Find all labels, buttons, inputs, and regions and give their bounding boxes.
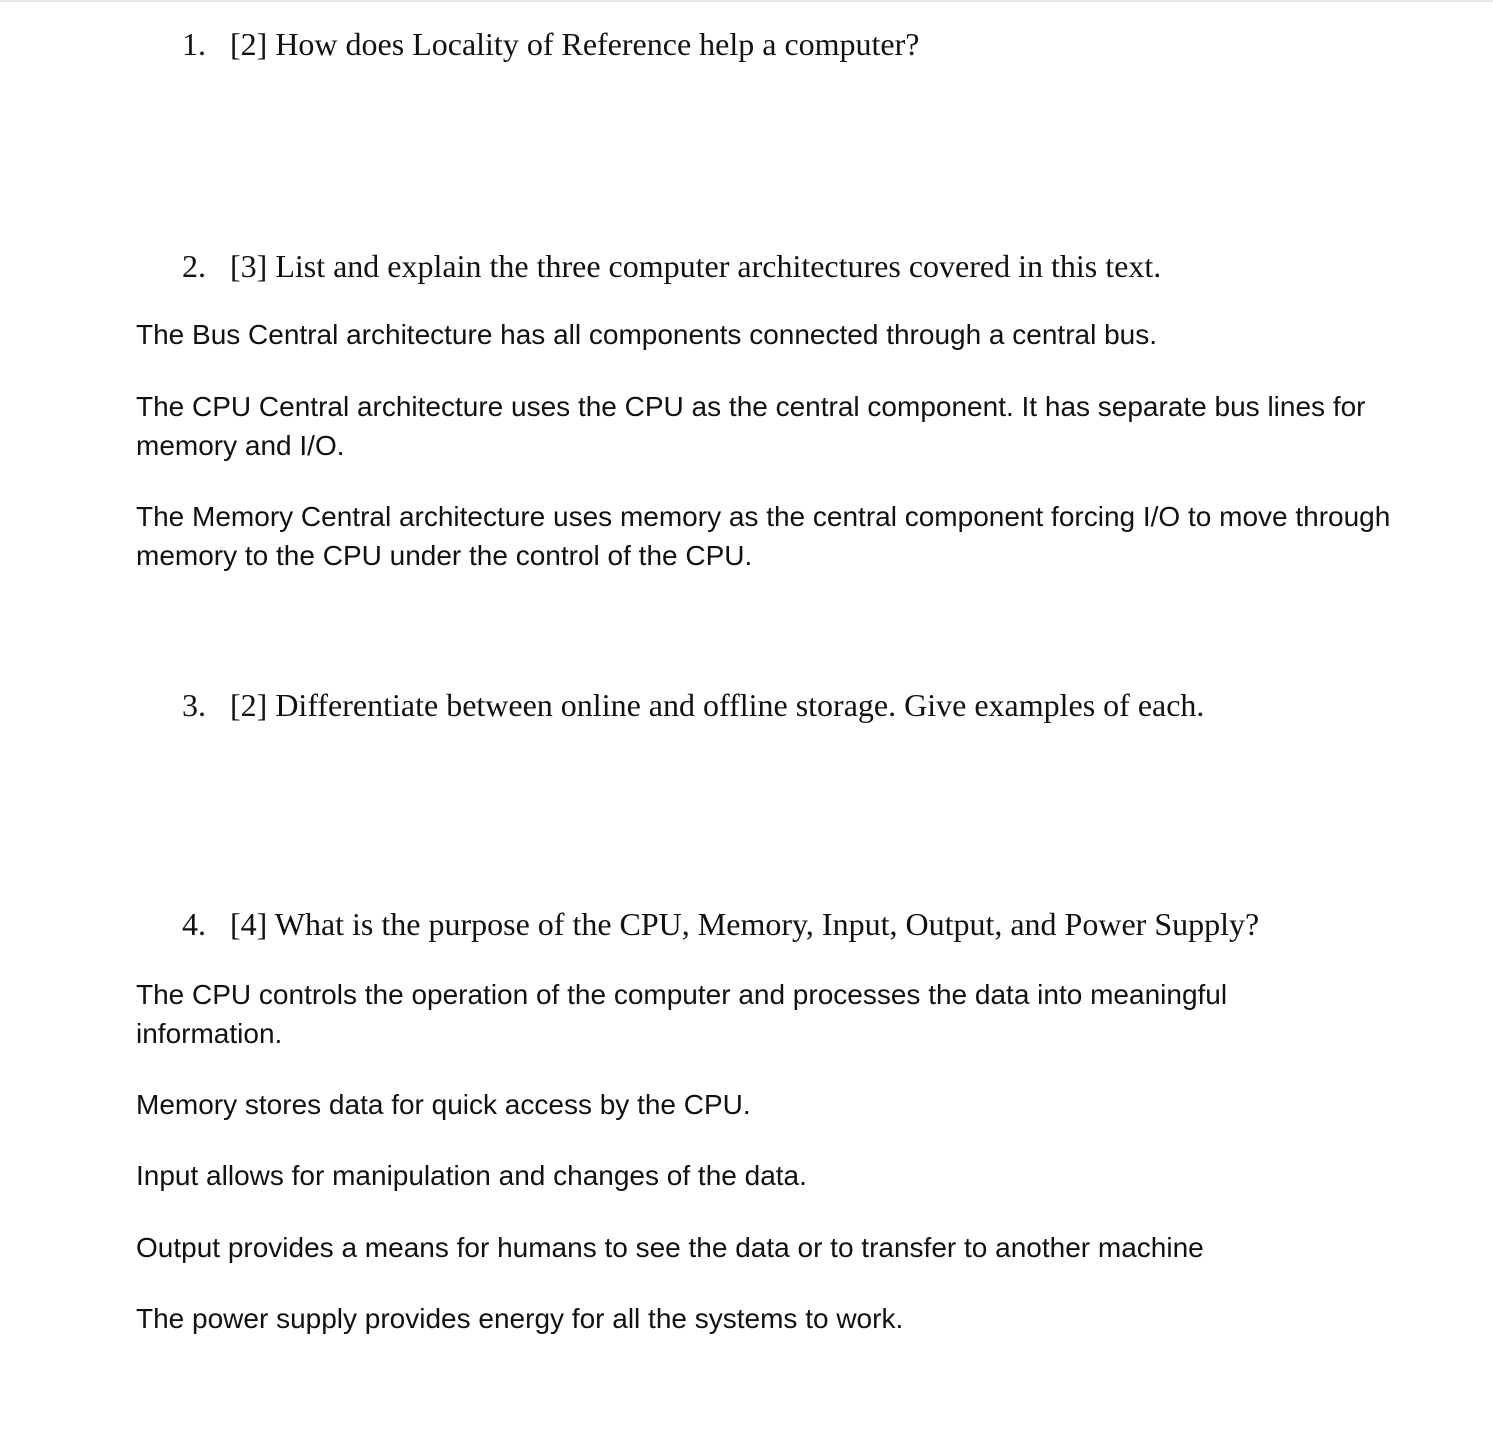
question-number: 3. [182, 687, 206, 723]
answer-memory-purpose: Memory stores data for quick access by the CPU. [136, 1089, 751, 1120]
page-top-edge [0, 0, 1493, 2]
question-text: [2] Differentiate between online and offline storage. Give examples of each. [230, 687, 1205, 723]
answer-cpu-purpose: The CPU controls the operation of the computer and processes the data into meaningful information. [136, 979, 1228, 1049]
answer-power-supply-purpose: The power supply provides energy for all the systems to work. [136, 1303, 904, 1334]
answer-bus-central: The Bus Central architecture has all components connected through a central bus. [136, 319, 1158, 350]
question-text: [3] List and explain the three computer architectures covered in this text. [230, 248, 1162, 284]
question-number: 1. [182, 26, 206, 62]
question-text: [4] What is the purpose of the CPU, Memory, Input, Output, and Power Supply? [230, 906, 1260, 942]
answer-memory-central: The Memory Central architecture uses memory as the central component forcing I/O to move through memory to the CPU under the control of the CPU. [136, 501, 1391, 571]
question-3 [182, 685, 1204, 725]
question-number: 2. [182, 248, 206, 284]
question-4 [182, 904, 1259, 944]
question-1 [182, 24, 919, 64]
question-text: [2] How does Locality of Reference help a computer? [230, 26, 920, 62]
answer-output-purpose: Output provides a means for humans to see the data or to transfer to another machine [136, 1232, 1204, 1263]
answer-input-purpose: Input allows for manipulation and changes of the data. [136, 1160, 807, 1191]
question-number: 4. [182, 906, 206, 942]
question-2 [182, 246, 1161, 286]
answer-cpu-central: The CPU Central architecture uses the CPU as the central component. It has separate bus lines for memory and I/O. [136, 391, 1366, 461]
